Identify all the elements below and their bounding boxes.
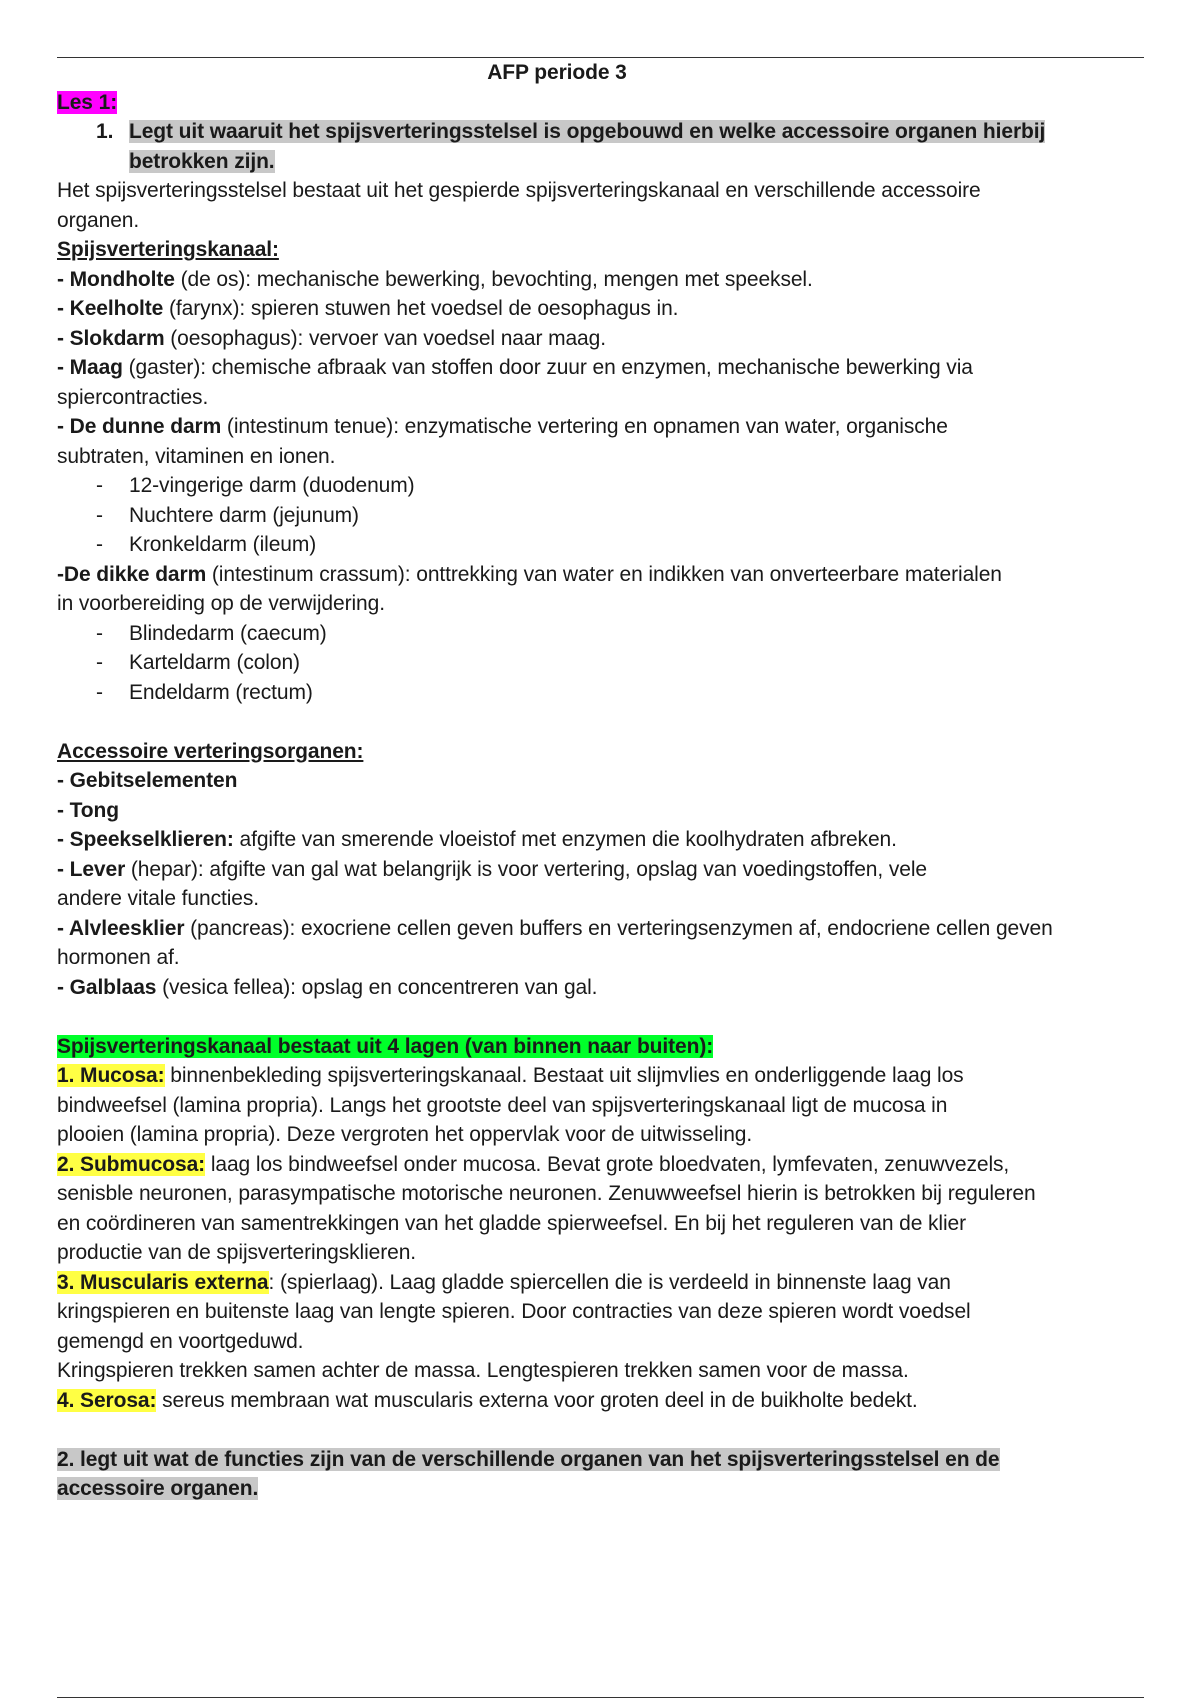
sub-list-item: - Kronkeldarm (ileum) [96,533,317,556]
list-item: - Lever (hepar): afgifte van gal wat belangrijk is voor vertering, opslag van voedingstoffen, vele andere vitale functies. [57,857,927,910]
kanaal-heading: Spijsverteringskanaal: [57,238,279,261]
lesson-label: Les 1: [57,90,118,114]
list-item: - Galblaas (vesica fellea): opslag en concentreren van gal. [57,975,598,999]
question-1-text-b: betrokken zijn. [129,149,275,173]
layer-muscularis: 3. Muscularis externa: (spierlaag). Laag gladde spiercellen die is verdeeld in binnenste laag van kringspieren en buitenste laag van lengte spieren. Door contracties van deze spieren wordt voedsel gemengd en voortgeduwd. [57,1270,971,1353]
intro-paragraph: Het spijsverteringsstelsel bestaat uit het gespierde spijsverteringskanaal en verschillende accessoire organen. [57,179,981,232]
sub-list-item: - Endeldarm (rectum) [96,680,313,704]
list-item: - Tong [57,798,119,822]
list-item: - Mondholte (de os): mechanische bewerking, bevochting, mengen met speeksel. [57,267,813,291]
list-item: - Keelholte (farynx): spieren stuwen het voedsel de oesophagus in. [57,297,679,320]
list-item: - De dunne darm (intestinum tenue): enzymatische vertering en opnamen van water, organische subtraten, vitaminen en ionen. [57,415,948,468]
question-1-text-a: Legt uit waaruit het spijsverteringsstelsel is opgebouwd en welke accessoire organen hierbij [129,120,1046,143]
accessoire-heading: Accessoire verteringsorganen: [57,739,364,763]
sub-list-item: - Blindedarm (caecum) [96,621,327,645]
list-item: - Speekselklieren: afgifte van smerende vloeistof met enzymen die koolhydraten afbreken. [57,828,897,851]
document-body [57,58,1057,1504]
list-item: - Maag (gaster): chemische afbraak van stoffen door zuur en enzymen, mechanische bewerking via spiercontracties. [57,356,973,409]
list-item: - Alvleesklier (pancreas): exocriene cellen geven buffers en verteringsenzymen af, endocriene cellen geven hormonen af. [57,916,1053,969]
layer-serosa: 4. Serosa: sereus membraan wat muscularis externa voor groten deel in de buikholte bedekt. [57,1388,918,1412]
question-1-number: 1. [96,120,114,143]
question-2: 2. legt uit wat de functies zijn van de verschillende organen van het spijsverteringsstelsel en de accessoire organen. [57,1447,1000,1500]
list-item: - Slokdarm (oesophagus): vervoer van voedsel naar maag. [57,326,606,350]
kring-note: Kringspieren trekken samen achter de massa. Lengtespieren trekken samen voor de massa. [57,1359,909,1382]
question-1 [57,117,1057,176]
list-item: - Gebitselementen [57,769,238,792]
sub-list-item: - 12-vingerige darm (duodenum) [96,474,415,497]
lagen-heading: Spijsverteringskanaal bestaat uit 4 lagen (van binnen naar buiten): [57,1034,714,1058]
page-title: AFP periode 3 [487,61,627,84]
sub-list-item: - Karteldarm (colon) [96,651,300,674]
layer-mucosa: 1. Mucosa: binnenbekleding spijsverteringskanaal. Bestaat uit slijmvlies en onderliggende laag los bindweefsel (lamina propria). Langs het grootste deel van spijsverteringskanaal ligt de mucosa in plooien (lamina propria). Deze vergroten het oppervlak voor de uitwisseling. [57,1064,964,1146]
sub-list-item: - Nuchtere darm (jejunum) [96,503,359,527]
layer-submucosa: 2. Submucosa: laag los bindweefsel onder mucosa. Bevat grote bloedvaten, lymfevaten, zenuwvezels, senisble neuronen, parasympatische motorische neuronen. Zenuwweefsel hierin is betrokken bij reguleren en coördineren van samentrekkingen van het gladde spierweefsel. En bij het reguleren van de klier productie van de spijsverteringsklieren. [57,1152,1036,1264]
bottom-rule [57,1697,1144,1698]
list-item: -De dikke darm (intestinum crassum): onttrekking van water en indikken van onverteerbare materialen in voorbereiding op de verwijdering. [57,562,1002,615]
